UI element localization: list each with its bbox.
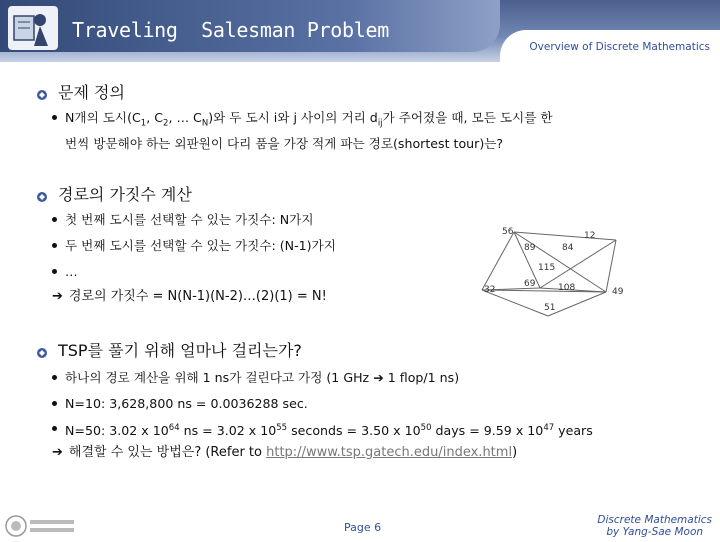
bullet-dot (52, 426, 57, 431)
bullet-dot (52, 115, 57, 120)
list-item (52, 210, 314, 229)
credit-line: Discrete Mathematics (597, 514, 712, 526)
edge-label: 69 (524, 279, 536, 289)
right-arrow-icon: ➔ (52, 445, 63, 460)
edge-label: 115 (538, 263, 556, 273)
bullet-text: 두 번째 도시를 선택할 수 있는 가짓수: (N-1)가지 (65, 238, 336, 253)
bullet-text: 첫 번째 도시를 선택할 수 있는 가짓수: N가지 (65, 212, 314, 227)
list-item (52, 368, 459, 387)
right-arrow-icon: ➔ (52, 289, 63, 304)
bullet-text: N개의 도시($C_1$, $C_2$, … $C_N$)와 두 도시 i와 j 사이의 거리 $d_{ij}$가 주어졌을 때, 모든 도시를 한 번씩 방문해야 하는 외판원이 다리 품을 가장 적게 파는 경로(shortest tour)는? (65, 110, 553, 151)
edge-label: 32 (484, 285, 496, 295)
section-bullet-icon (36, 188, 48, 200)
list-item (52, 262, 78, 281)
conclusion-row (52, 443, 517, 462)
conclusion-text: 해결할 수 있는 방법은? (Refer to http://www.tsp.gatech.edu/index.html) (68, 445, 518, 460)
edge-label: 51 (544, 303, 556, 313)
bullet-text: N=10: 3,628,800 ns = 0.0036288 sec. (65, 396, 308, 411)
list-item (52, 394, 308, 413)
bullet-text: … (65, 264, 78, 279)
university-logo-icon (4, 514, 78, 538)
credit-line: by Yang-Sae Moon (606, 526, 704, 538)
credit (597, 514, 712, 538)
list-item (52, 419, 593, 440)
list-item (52, 236, 336, 255)
bullet-dot (52, 243, 57, 248)
section-heading-definition (36, 80, 125, 103)
right-arrow-icon: ➔ (373, 370, 384, 385)
course-name: Overview of Discrete Mathematics (529, 41, 710, 53)
page-number: Page 6 (344, 521, 382, 534)
edge-label: 12 (584, 231, 596, 241)
section-title: 문제 정의 (58, 83, 125, 102)
bullet-dot (52, 401, 57, 406)
bullet-dot (52, 269, 57, 274)
list-item (52, 108, 553, 153)
page-title: Traveling Salesman Problem (72, 18, 390, 42)
section-heading-count (36, 182, 192, 205)
edge-label: 89 (524, 243, 536, 253)
section-heading-time (36, 338, 302, 361)
conclusion-text: 경로의 가짓수 = N(N-1)(N-2)…(2)(1) = N! (68, 289, 327, 304)
logo-icon (8, 6, 58, 50)
edge-label: 84 (562, 243, 574, 253)
section-title: TSP를 풀기 위해 얼마나 걸리는가? (58, 341, 302, 360)
tsp-reference-link[interactable]: http://www.tsp.gatech.edu/index.html (266, 445, 513, 460)
edge-label: 108 (558, 283, 576, 293)
tsp-graph (478, 220, 638, 325)
edge-label: 49 (612, 287, 624, 297)
conclusion-row (52, 287, 327, 306)
section-bullet-icon (36, 86, 48, 98)
section-title: 경로의 가짓수 계산 (58, 185, 192, 204)
bullet-dot (52, 217, 57, 222)
bullet-dot (52, 375, 57, 380)
edge-label: 56 (502, 227, 514, 237)
section-bullet-icon (36, 344, 48, 356)
bullet-text: N=50: 3.02 x $10^{64}$ ns = 3.02 x $10^{55}$ seconds = 3.50 x $10^{50}$ days = 9.59 x $10^{47}$ years (65, 423, 593, 439)
bullet-text: 하나의 경로 계산을 위해 1 ns가 걸린다고 가정 (1 GHz ➔ 1 flop/1 ns) (65, 370, 460, 385)
